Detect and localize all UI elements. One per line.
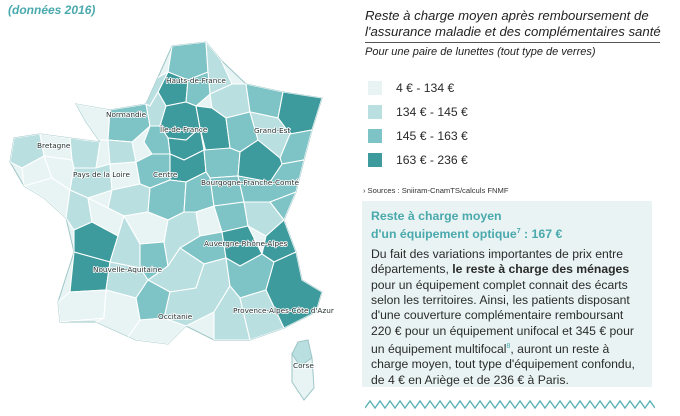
info-text: pour un équipement complet connait des écarts selon les territoires. Ainsi, les patients disposant d'une couverture complémentaire remboursant 220 € pour un équipement unifocal et 345 € pour un équipement multifocal: [371, 277, 634, 356]
info-heading-value: : 167 €: [520, 227, 563, 242]
dept-bre-4: [70, 138, 100, 168]
sources: [363, 186, 508, 195]
legend-label: 4 € - 134 €: [396, 81, 455, 95]
footnote-ref: 7: [516, 228, 521, 235]
legend-item: [368, 104, 468, 120]
footnote-ref: 8: [506, 342, 511, 350]
region-label-grand-est: Grand-Est: [254, 126, 291, 135]
legend-label: 134 € - 145 €: [396, 105, 468, 119]
info-text-bold: le reste à charge des ménages: [452, 262, 630, 277]
region-label-bourgogne-franche-comte: Bourgogne-Franche-Comté: [201, 178, 299, 187]
info-heading-line1: Reste à charge moyen: [371, 209, 502, 223]
info-box: [362, 201, 652, 387]
info-text: Du fait des variations importantes de prix entre départements,: [371, 247, 623, 277]
legend-label: 163 € - 236 €: [396, 153, 468, 167]
dept-bfc-1: [204, 148, 240, 178]
legend-swatch: [368, 153, 382, 167]
region-label-nouvelle-aquitaine: Nouvelle-Aquitaine: [93, 265, 162, 274]
region-label-hauts-de-france: Hauts-de-France: [166, 76, 226, 85]
legend-item: [368, 128, 468, 144]
info-heading-line2: d'un équipement optique: [371, 227, 517, 242]
dept-nor-4: [108, 140, 136, 164]
legend-divider: [365, 42, 660, 43]
year-note: (données 2016): [8, 3, 96, 17]
legend-item: [368, 152, 468, 168]
info-body: [371, 247, 644, 388]
region-label-bretagne: Bretagne: [37, 141, 71, 150]
region-label-centre: Centre: [153, 170, 178, 179]
region-label-ile-de-france: Île-de-France: [160, 125, 208, 134]
region-label-normandie: Normandie: [106, 110, 147, 119]
region-label-occitanie: Occitanie: [158, 312, 193, 321]
region-label-paca: Provence-Alpes-Côte d'Azur: [233, 306, 334, 315]
chevron-right-icon: ›: [363, 186, 366, 195]
legend-swatch: [368, 81, 382, 95]
info-text: , auront un reste à charge moyen, tout type d'équipement confondu, de 4 € en Ariège et de 236 € à Paris.: [371, 341, 635, 387]
legend-title: Reste à charge moyen après remboursement de l'assurance maladie et des complémentaires santé: [365, 8, 661, 39]
legend-item: [368, 80, 468, 96]
france-map: [0, 22, 360, 416]
legend-subtitle: Pour une paire de lunettes (tout type de verres): [365, 46, 596, 58]
region-label-pays-de-la-loire: Pays de la Loire: [73, 170, 130, 179]
legend-swatch: [368, 129, 382, 143]
zigzag-divider: [365, 398, 655, 410]
sources-text: Sources : Sniiram-CnamTS/calculs FNMF: [367, 186, 509, 195]
legend-label: 145 € - 163 €: [396, 129, 468, 143]
legend-swatch: [368, 105, 382, 119]
dept-nor-1: [76, 104, 110, 140]
region-label-corse: Corse: [293, 361, 314, 370]
region-label-auvergne-rhone-alpes: Auvergne-Rhône-Alpes: [204, 239, 288, 248]
info-heading: [371, 209, 644, 242]
france-map-svg: [0, 22, 360, 416]
legend: [368, 80, 468, 176]
